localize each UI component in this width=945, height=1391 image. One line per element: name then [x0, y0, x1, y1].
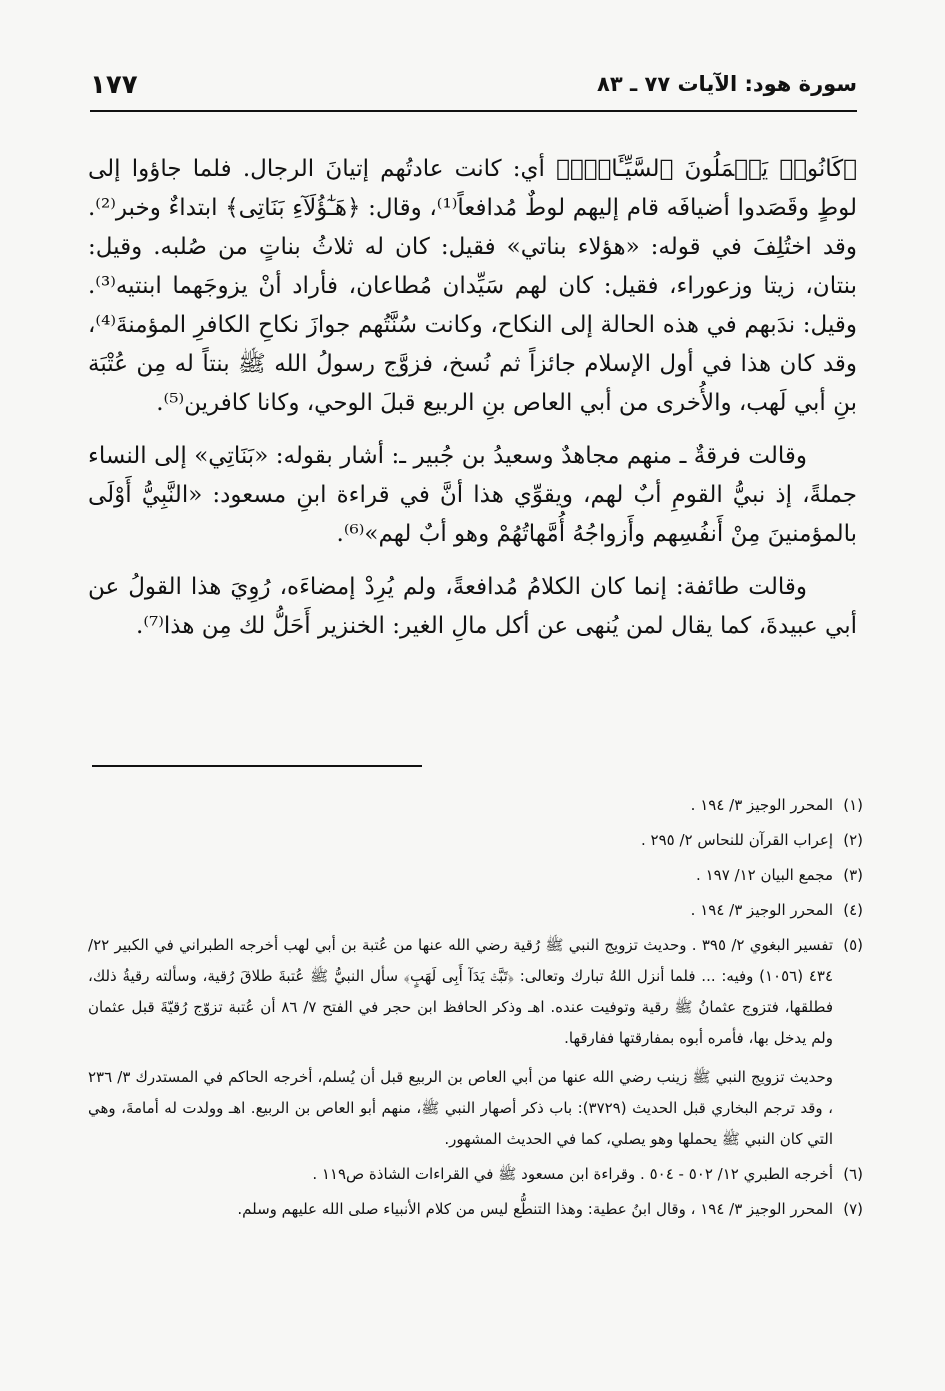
footnote-number: (٦): [843, 1165, 863, 1183]
footnote-text: المحرر الوجيز ٣/ ١٩٤ ، وقال ابنُ عطية: وهذا التنطُّع ليس من كلام الأنبياء صلى الله عليهم وسلم.: [237, 1200, 833, 1218]
paragraph: وقالت طائفة: إنما كان الكلامُ مُدافعةً، ولم يُرِدْ إمضاءَه، رُوِيَ هذا القولُ عن أبي عبيدةَ، كما يقال لمن يُنهى عن أكل مالِ الغير: الخنزير أَحَلُّ لك مِن هذا⁽⁷⁾.: [88, 574, 857, 639]
footnote-text: تفسير البغوي ٢/ ٣٩٥ . وحديث تزويج النبي ﷺ رُقية رضي الله عنها من عُتبة بن أبي لهب أخرجه الطبراني في الكبير ٢٢/ ٤٣٤ (١٠٥٦) وفيه: ... فلما أنزل اللهُ تبارك وتعالى: ﴿تَبَّتۡ يَدَآ أَبِى لَهَبٍ﴾ سأل النبيُّ ﷺ عُتبةَ طلاقَ رُقية، وسألته رقيةُ ذلك، فطلقها، فتزوج عثمانُ ﷺ رقية وتوفيت عنده. اهـ وذكر الحافظ ابن حجر في الفتح ٧/ ٨٦ أن عُتبة تزوّج رُقيّةَ قبل عثمان ولم يدخل بها، فأمره أبوه بمفارقتها ففارقها.: [88, 936, 834, 1047]
paragraph: وقالت فرقةٌ ـ منهم مجاهدٌ وسعيدُ بن جُبير ـ: أشار بقوله: «بَنَاتِي» إلى النساء جملةً، إذ نبيُّ القومِ أبٌ لهم، ويقوِّي هذا أنَّ في قراءة ابنِ مسعود: «النَّبِيُّ أَوْلَى بالمؤمنينَ مِنْ أَنفُسِهم وأَزواجُهُ أُمَّهاتُهُمْ وهو أبٌ لهم»⁽⁶⁾.: [88, 443, 857, 547]
page-number: ١٧٧: [90, 70, 138, 100]
footnote: [88, 1194, 863, 1225]
footnote: [88, 1159, 863, 1190]
footnote-text: المحرر الوجيز ٣/ ١٩٤ .: [690, 796, 833, 814]
footnote-number: (٣): [843, 866, 863, 884]
body-text: [88, 150, 857, 660]
footnote: [88, 930, 863, 1155]
page-header: [90, 70, 857, 112]
paragraph: ﴿كَانُوا۟ يَعۡمَلُونَ ٱلسَّيِّـَٔاتِۚ﴾ أي: كانت عادتُهم إتيانَ الرجال. فلما جاؤوا إلى لوطٍ وقَصَدوا أضيافَه قام إليهم لوطٌ مُدافعاً⁽¹⁾، وقال: ﴿هَـٰٓؤُلَآءِ بَنَاتِى﴾ ابتداءٌ وخبر⁽²⁾. وقد اختُلِفَ في قوله: «هؤلاء بناتي» فقيل: كان له ثلاثُ بناتٍ من صُلبه. وقيل: بنتان، زيتا وزعوراء، فقيل: كان لهم سَيِّدان مُطاعان، فأراد أنْ يزوجَهما ابنتيه⁽³⁾. وقيل: ندَبهم في هذه الحالة إلى النكاح، وكانت سُنَّتُهم جوازَ نكاحِ الكافرِ المؤمنةَ⁽⁴⁾، وقد كان هذا في أول الإسلام جائزاً ثم نُسخ، فزوَّج رسولُ الله ﷺ بنتاً له مِن عُتْبَة بنِ أبي لَهب، والأُخرى من أبي العاص بنِ الربيع قبلَ الوحي، وكانا كافرين⁽⁵⁾.: [88, 156, 857, 416]
footnote-text: المحرر الوجيز ٣/ ١٩٤ .: [690, 901, 833, 919]
footnote-number: (١): [843, 796, 863, 814]
footnote-divider: [92, 765, 422, 767]
footnotes: [88, 790, 863, 1229]
footnote-number: (٥): [843, 936, 863, 954]
footnote-text: مجمع البيان ١٢/ ١٩٧ .: [696, 866, 833, 884]
footnote-number: (٧): [843, 1200, 863, 1218]
footnote-number: (٤): [843, 901, 863, 919]
footnote: [88, 895, 863, 926]
footnote-number: (٢): [843, 831, 863, 849]
footnote-continuation: وحديث تزويج النبي ﷺ زينب رضي الله عنها من أبي العاص بن الربيع قبل أن يُسلم، أخرجه الحاكم في المستدرك ٣/ ٢٣٦ ، وقد ترجم البخاري قبل الحديث (٣٧٢٩): باب ذكر أصهار النبي ﷺ، منهم أبو العاص بن الربيع. اهـ وولدت له أمامةَ، وهي التي كان النبي ﷺ يحملها وهو يصلي، كما في الحديث المشهور.: [88, 1068, 833, 1148]
footnote: [88, 860, 863, 891]
footnote-text: إعراب القرآن للنحاس ٢/ ٢٩٥ .: [640, 831, 833, 849]
footnote: [88, 790, 863, 821]
footnote-text: أخرجه الطبري ١٢/ ٥٠٢ - ٥٠٤ . وقراءة ابن مسعود ﷺ في القراءات الشاذة ص١١٩ .: [312, 1165, 833, 1183]
footnote: [88, 825, 863, 856]
running-title: سورة هود: الآيات ٧٧ ـ ٨٣: [597, 72, 857, 96]
